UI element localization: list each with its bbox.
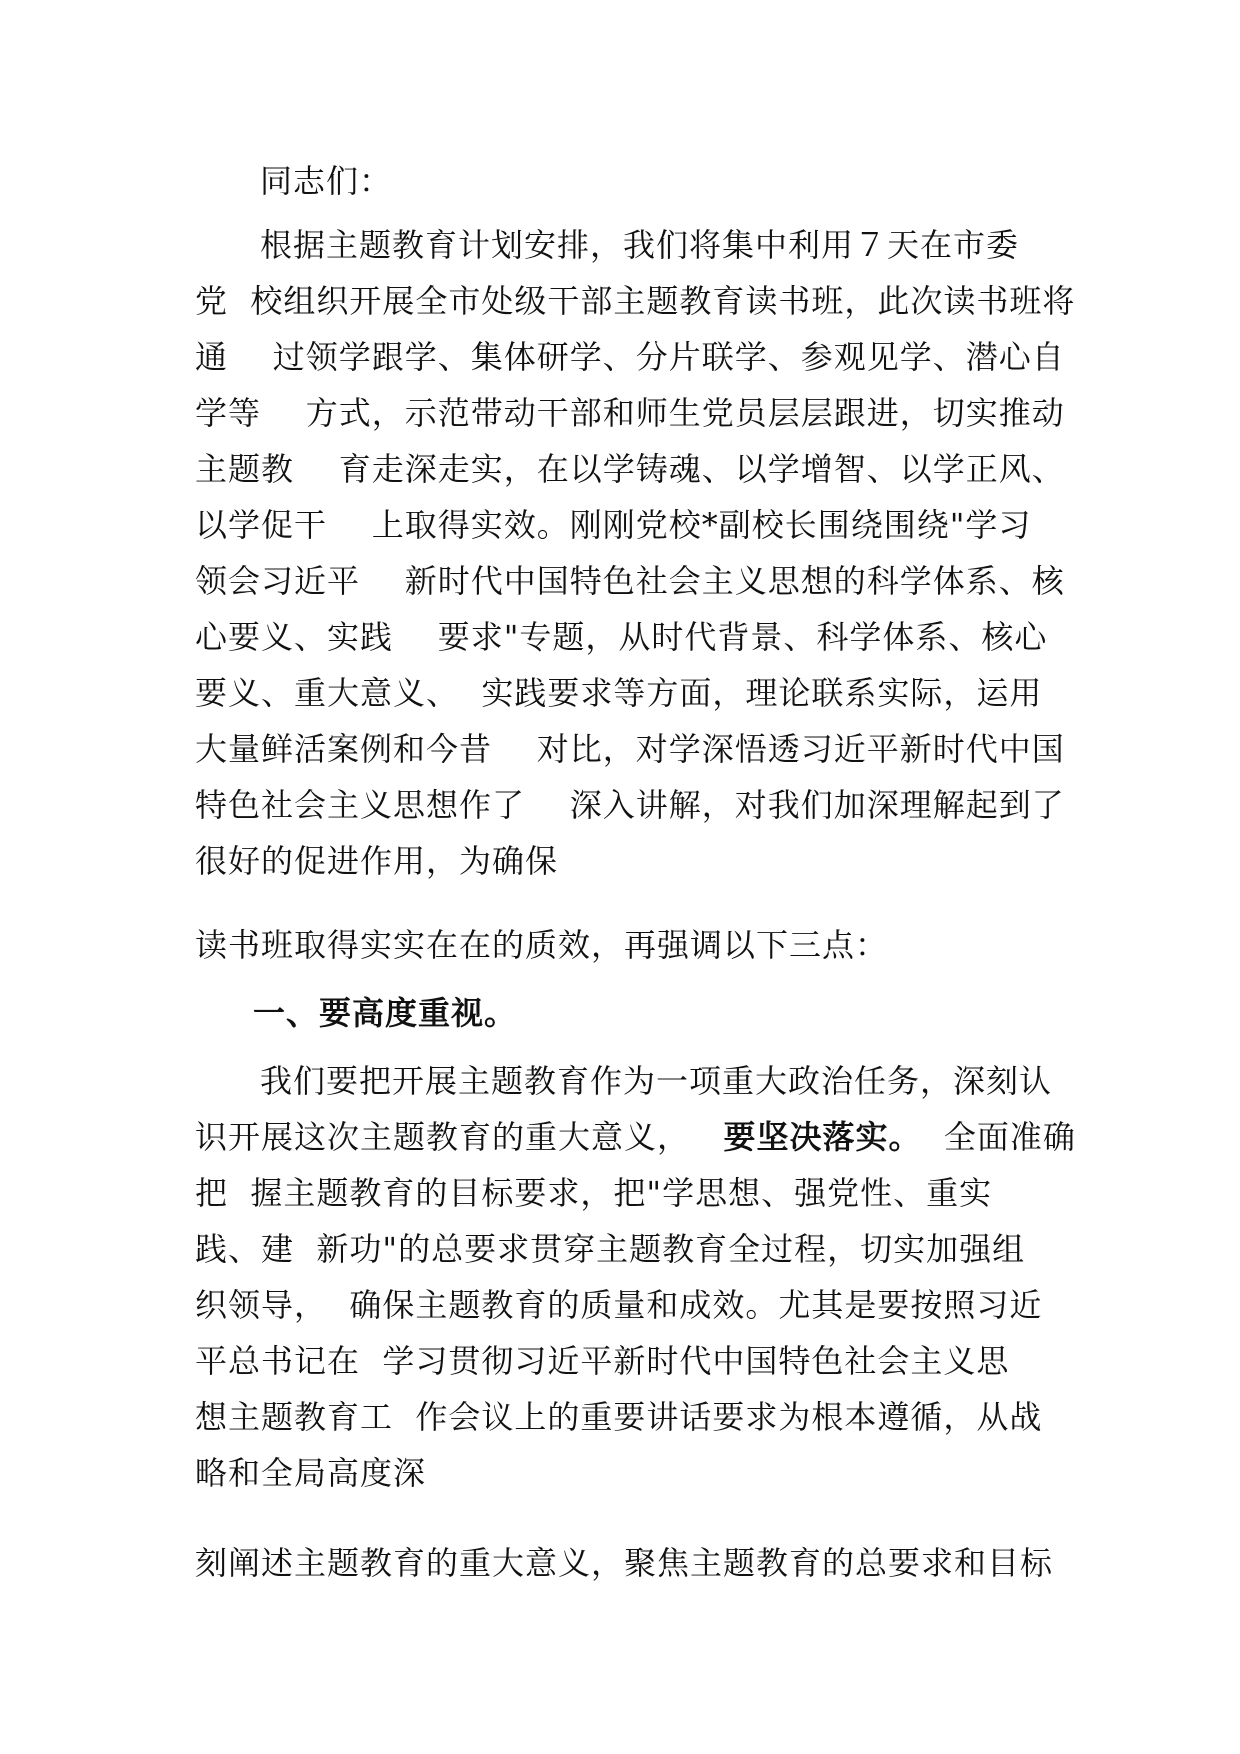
section1-continuation: 刻阐述主题教育的重大意义，聚焦主题教育的总要求和目标 [195, 1544, 1054, 1582]
section1-line-2-tail: 全面准确 [921, 1118, 1076, 1156]
section1-line-6: 平总书记在 学习贯彻习近平新时代中国特色社会主义思 [195, 1342, 1010, 1380]
section1-line-3: 把 握主题教育的目标要求，把"学思想、强党性、重实 [195, 1174, 993, 1212]
section1-heading: 一、要高度重视。 [253, 994, 518, 1032]
paragraph1-line-5: 主题教 育走深走实，在以学铸魂、以学增智、以学正风、 [195, 450, 1065, 488]
section1-line-4: 践、建 新功"的总要求贯穿主题教育全过程，切实加强组 [195, 1230, 1026, 1268]
paragraph1-line-11: 特色社会主义思想作了 深入讲解，对我们加深理解起到了 [195, 786, 1065, 824]
section1-emphasis: 要坚决落实。 [723, 1118, 922, 1156]
paragraph1-continuation: 读书班取得实实在在的质效，再强调以下三点： [195, 926, 889, 964]
section1-line-1: 我们要把开展主题教育作为一项重大政治任务，深刻认 [260, 1062, 1053, 1100]
paragraph1-line-10: 大量鲜活案例和今昔 对比，对学深悟透习近平新时代中国 [195, 730, 1065, 768]
paragraph1-line-1: 根据主题教育计划安排，我们将集中利用７天在市委 [260, 226, 1020, 264]
paragraph1-line-2: 党 校组织开展全市处级干部主题教育读书班，此次读书班将 [195, 282, 1076, 320]
paragraph1-line-8: 心要义、实践 要求"专题，从时代背景、科学体系、核心 [195, 618, 1048, 656]
paragraph1-line-4: 学等 方式，示范带动干部和师生党员层层跟进，切实推动 [195, 394, 1065, 432]
section1-line-7: 想主题教育工 作会议上的重要讲话要求为根本遵循，从战 [195, 1398, 1043, 1436]
paragraph1-line-12: 很好的促进作用，为确保 [195, 842, 559, 880]
section1-line-2-text: 识开展这次主题教育的重大意义， [195, 1118, 724, 1156]
section1-line-2 [195, 1114, 1076, 1160]
paragraph1-line-6: 以学促干 上取得实效。刚刚党校*副校长围绕围绕"学习 [195, 506, 1032, 544]
paragraph1-line-9: 要义、重大意义、 实践要求等方面，理论联系实际，运用 [195, 674, 1043, 712]
paragraph1-line-7: 领会习近平 新时代中国特色社会主义思想的科学体系、核 [195, 562, 1065, 600]
paragraph1-line-3: 通 过领学跟学、集体研学、分片联学、参观见学、潜心自 [195, 338, 1065, 376]
section1-line-8: 略和全局高度深 [195, 1454, 427, 1492]
section1-line-5: 织领导， 确保主题教育的质量和成效。尤其是要按照习近 [195, 1286, 1043, 1324]
salutation: 同志们： [260, 162, 393, 200]
